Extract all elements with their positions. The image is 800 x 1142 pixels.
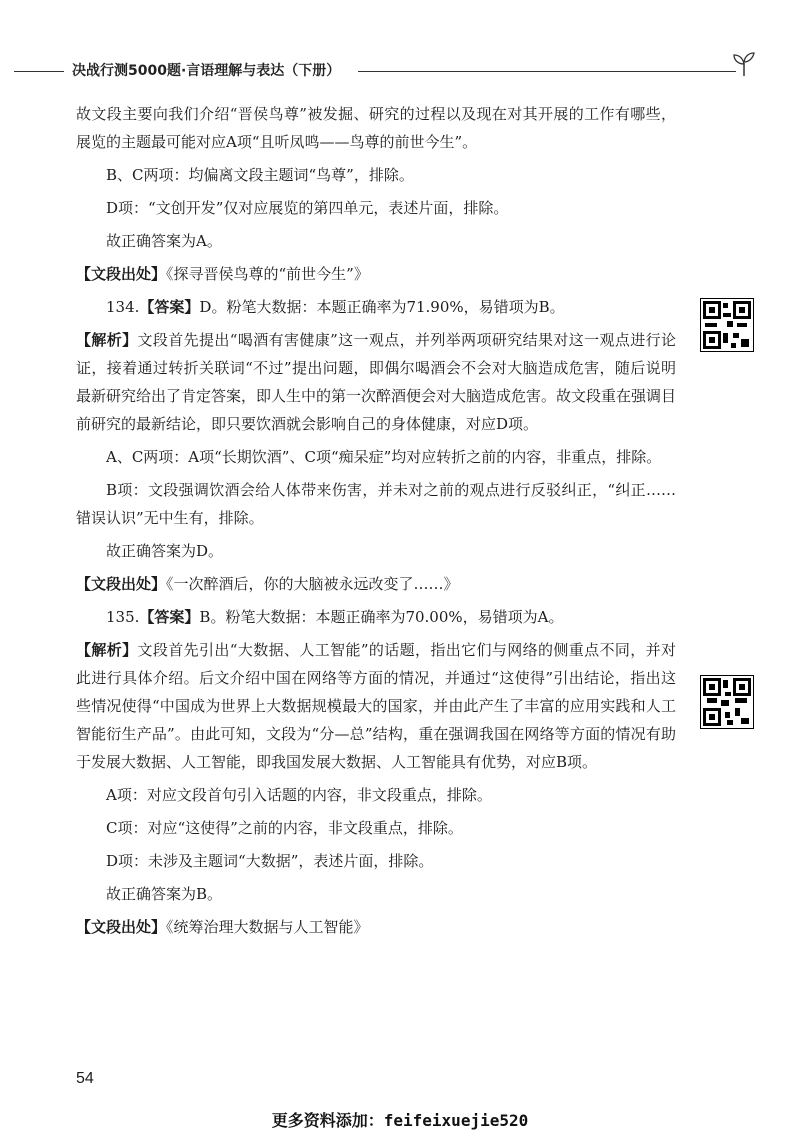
paragraph-option-bc: B、C两项：均偏离文段主题词“鸟尊”，排除。	[106, 166, 414, 184]
paragraph-correct-answer: 故正确答案为A。	[106, 232, 222, 250]
running-header	[0, 56, 800, 86]
qr-code-134[interactable]	[700, 298, 754, 352]
paragraph-intro-summary: 故文段主要向我们介绍“晋侯鸟尊”被发掘、研究的过程以及现在对其开展的工作有哪些，展览的主题最可能对应A项“且听凤鸣——鸟尊的前世今生”。	[76, 105, 676, 151]
source-label: 【文段出处】	[76, 575, 167, 593]
answer-text: D。粉笔大数据：本题正确率为71.90%，易错项为B。	[199, 298, 565, 316]
answer-label: 【答案】	[139, 298, 200, 316]
paragraph-option-ac: A、C两项：A项“长期饮酒”、C项“痴呆症”均对应转折之前的内容，非重点，排除。	[106, 448, 662, 466]
source-line-134	[76, 570, 676, 598]
page-body	[76, 100, 676, 941]
page-number: 54	[76, 1070, 94, 1087]
source-title: 《一次醉酒后，你的大脑被永远改变了……》	[166, 575, 459, 593]
paragraph-option-a: A项：对应文段首句引入话题的内容，非文段重点，排除。	[106, 786, 492, 804]
question-135-answer	[76, 603, 676, 631]
analysis-label: 【解析】	[76, 331, 138, 349]
source-title: 《统筹治理大数据与人工智能》	[166, 918, 369, 936]
answer-text: B。粉笔大数据：本题正确率为70.00%，易错项为A。	[199, 608, 564, 626]
footer-prefix: 更多资料添加：	[271, 1111, 384, 1130]
qr-code-135[interactable]	[700, 675, 754, 729]
analysis-text: 文段首先提出“喝酒有害健康”这一观点，并列举两项研究结果对这一观点进行论证，接着通过转折关联词“不过”提出问题，即偶尔喝酒会不会对大脑造成危害，随后说明最新研究给出了肯定答案，即人生中的第一次醉酒便会对大脑造成危害。故文段重在强调目前研究的最新结论，即只要饮酒就会影响自己的身体健康，对应D项。	[76, 331, 677, 433]
footer-contact	[0, 1108, 800, 1131]
header-rule-right	[358, 71, 736, 72]
footer-wechat-id: feifeixuejie520	[383, 1111, 529, 1130]
source-label: 【文段出处】	[76, 265, 167, 283]
question-135-analysis	[76, 636, 676, 776]
paragraph-correct-answer: 故正确答案为B。	[106, 885, 223, 903]
question-134-answer	[76, 293, 676, 321]
question-134-analysis	[76, 326, 676, 438]
source-line-135	[76, 913, 676, 941]
question-number: 135.	[106, 608, 140, 626]
book-title: 决战行测5000题·言语理解与表达（下册）	[72, 63, 341, 79]
source-title: 《探寻晋侯鸟尊的“前世今生”》	[166, 265, 369, 283]
question-number: 134.	[106, 298, 140, 316]
source-label: 【文段出处】	[76, 918, 167, 936]
analysis-text: 文段首先引出“大数据、人工智能”的话题，指出它们与网络的侧重点不同，并对此进行具体介绍。后文介绍中国在网络等方面的情况，并通过“这使得”引出结论，指出这些情况使得“中国成为世界上大数据规模最大的国家，并由此产生了丰富的应用实践和人工智能衍生产品”。由此可知，文段为“分—总”结构，重在强调我国在网络等方面的情况有助于发展大数据、人工智能，即我国发展大数据、人工智能具有优势，对应B项。	[76, 641, 676, 771]
answer-label: 【答案】	[139, 608, 200, 626]
header-rule-left	[14, 71, 64, 72]
paragraph-correct-answer: 故正确答案为D。	[106, 542, 224, 560]
analysis-label: 【解析】	[76, 641, 138, 659]
paragraph-option-b: B项：文段强调饮酒会给人体带来伤害，并未对之前的观点进行反驳纠正，“纠正……错误认识”无中生有，排除。	[76, 481, 676, 527]
sprout-icon	[730, 50, 758, 78]
paragraph-option-d: D项：未涉及主题词“大数据”，表述片面，排除。	[106, 852, 434, 870]
source-line-133	[76, 260, 676, 288]
paragraph-option-c: C项：对应“这使得”之前的内容，非文段重点，排除。	[106, 819, 463, 837]
paragraph-option-d: D项：“文创开发”仅对应展览的第四单元，表述片面，排除。	[106, 199, 509, 217]
